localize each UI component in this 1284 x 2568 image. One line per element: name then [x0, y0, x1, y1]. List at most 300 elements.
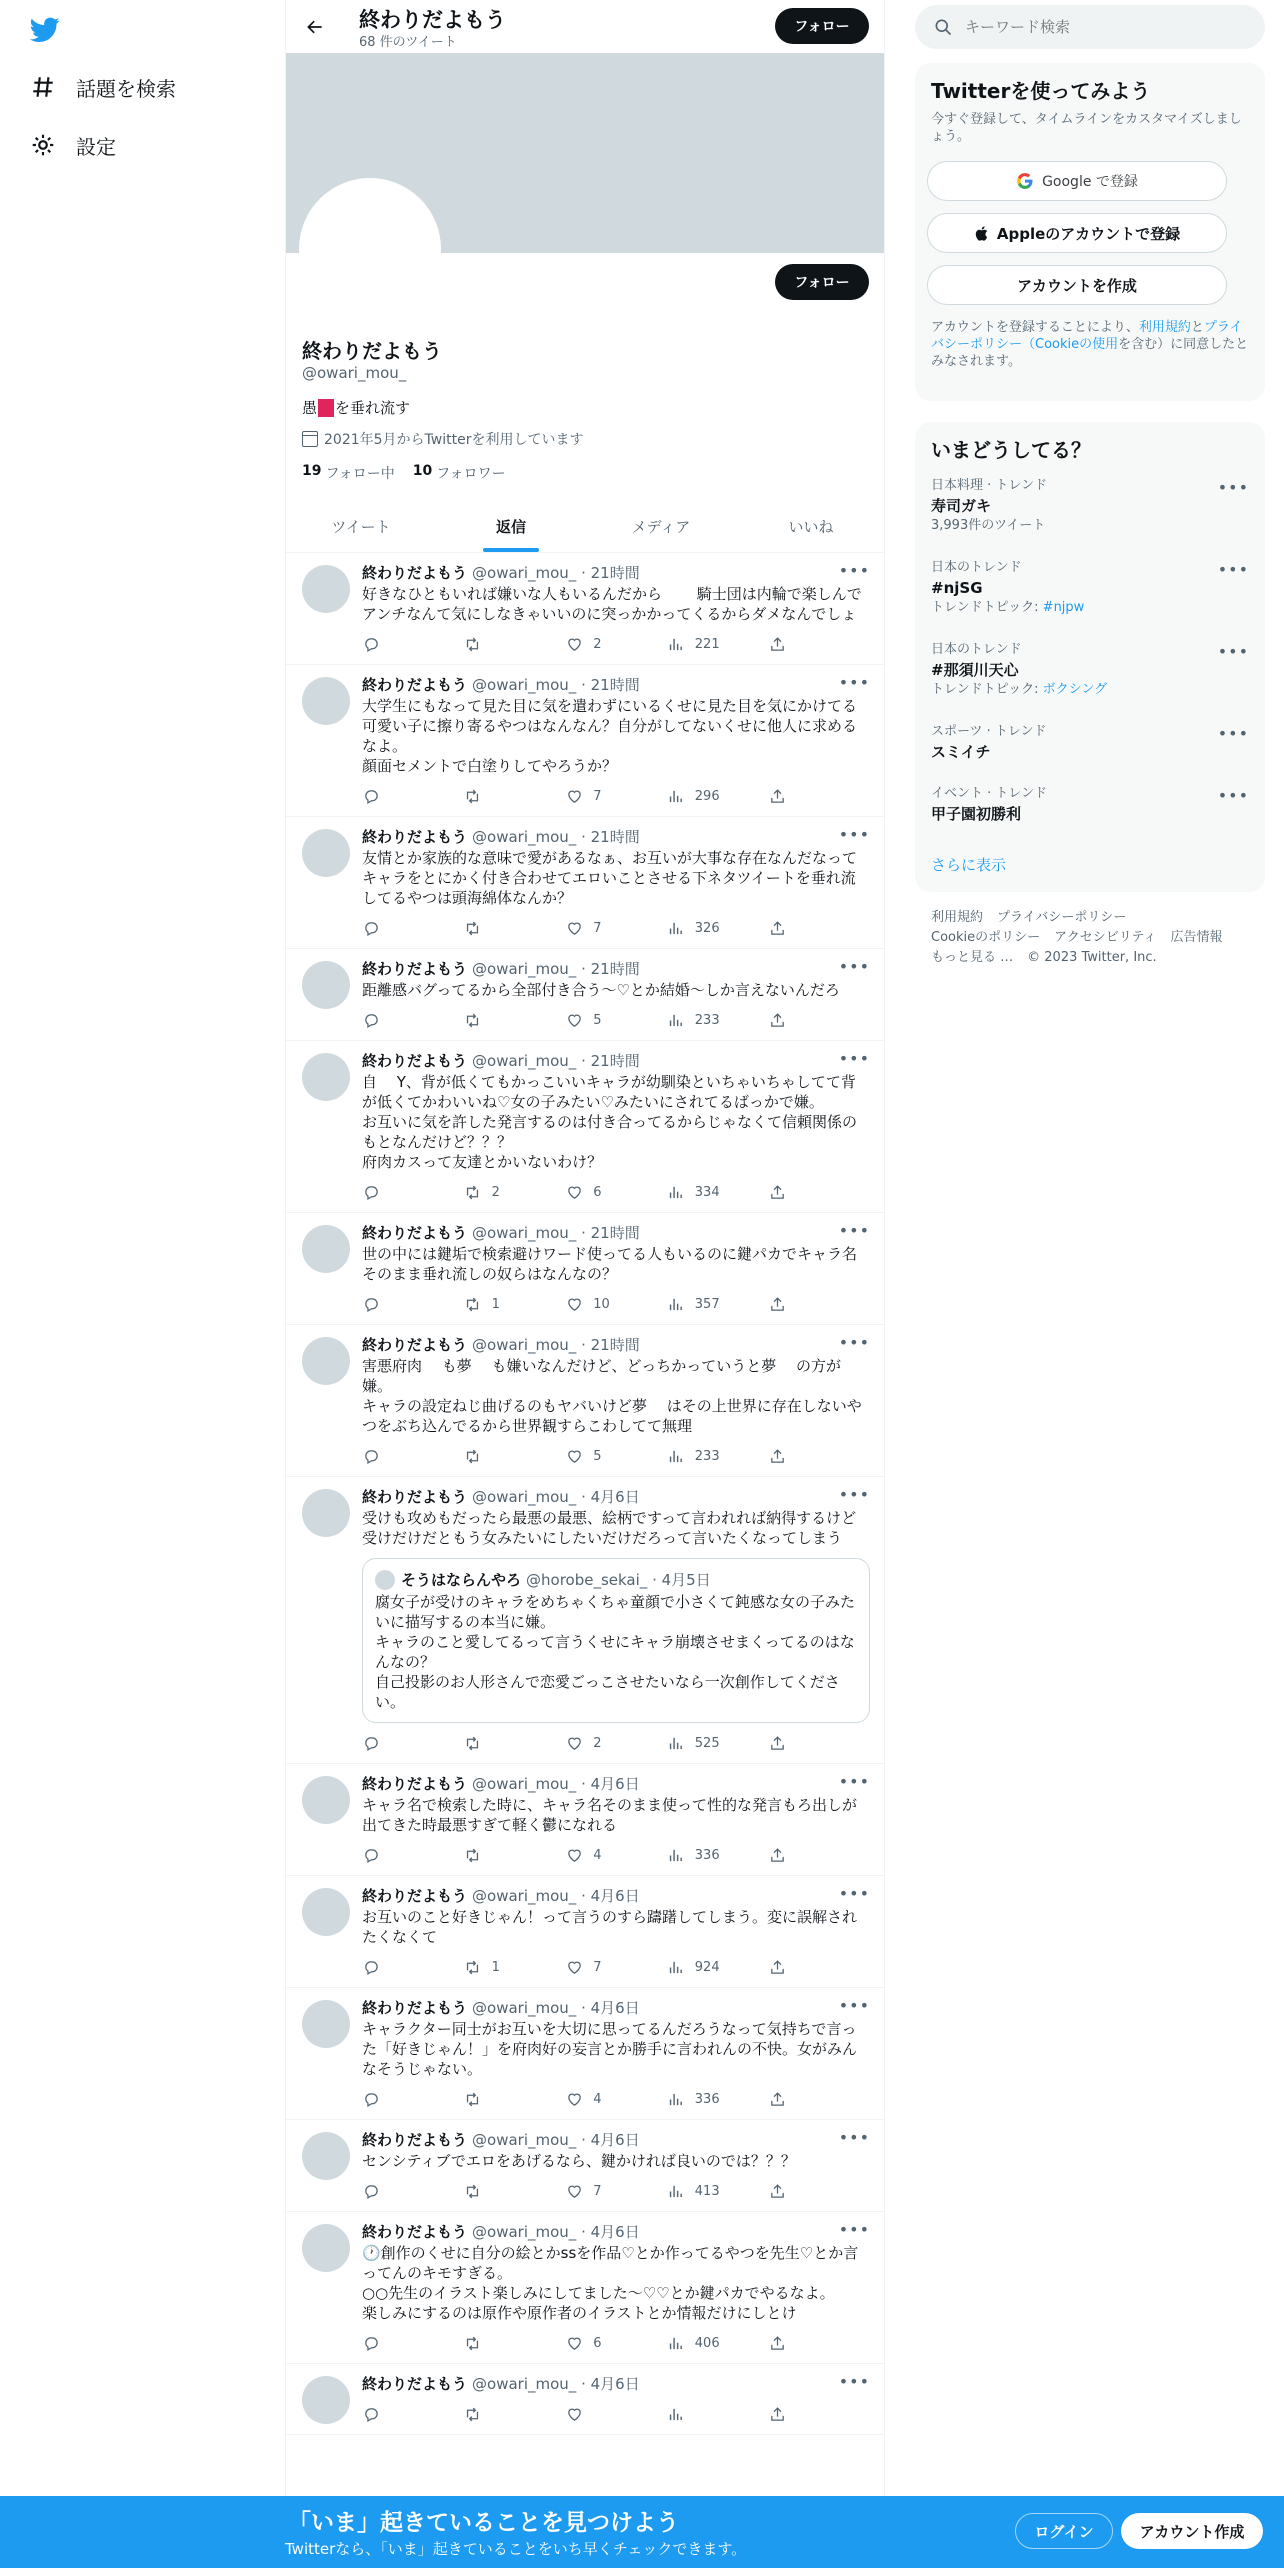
- tweet-author-name[interactable]: 終わりだよもう: [362, 960, 468, 978]
- retweet-button[interactable]: [464, 1845, 566, 1865]
- reply-button[interactable]: [362, 1182, 464, 1202]
- more-icon[interactable]: •••: [838, 2372, 870, 2391]
- tweet-text: 害悪府肉 も夢 も嫌いなんだけど、どっちかっていうと夢 の方が嫌。 キャラの設定ねじ曲げるのもヤバいけど夢 はその上世界に存在しないやつをぶち込んでるから世界観すらこわしてて無理: [362, 1357, 862, 1435]
- more-icon[interactable]: •••: [838, 957, 870, 976]
- like-button[interactable]: 7: [565, 1957, 667, 1977]
- retweet-button[interactable]: 1: [464, 1957, 566, 1977]
- heart-icon: [565, 1958, 583, 1976]
- tweet[interactable]: 終わりだよもう @owari_mou_ · 4月6日 •••: [286, 2364, 885, 2435]
- retweet-button[interactable]: [464, 1010, 566, 1030]
- tweet-author-name[interactable]: 終わりだよもう: [362, 676, 468, 694]
- trend-item[interactable]: 日本料理 · トレンド 寿司ガキ 3,993件のツイート •••: [931, 478, 1249, 533]
- views-button[interactable]: 924: [667, 1957, 769, 1977]
- avatar[interactable]: [302, 2132, 350, 2180]
- login-button[interactable]: ログイン: [1015, 2513, 1113, 2549]
- reply-button[interactable]: [362, 1845, 464, 1865]
- avatar[interactable]: [302, 1888, 350, 1936]
- tweet-author-handle: @owari_mou_: [472, 1224, 577, 1242]
- tweet-text: キャラクター同士がお互いを大切に思ってるんだろうなって気持ちで言った「好きじゃん！」を府肉好の妄言とか勝手に言われんの不快。女がみんなそうじゃない。: [362, 2020, 858, 2078]
- share-button[interactable]: [768, 2089, 870, 2109]
- tweet-timestamp[interactable]: 4月6日: [590, 2375, 640, 2393]
- share-icon: [768, 787, 786, 805]
- reply-icon: [362, 1958, 380, 1976]
- like-button[interactable]: 4: [565, 2089, 667, 2109]
- tweet[interactable]: 終わりだよもう @owari_mou_ · 4月6日 ••• 🕐創作のくせに自分の絵とかssを作品♡とか作ってるやつを先生♡とか言ってんのキモすぎる。 ○○先生のイラスト楽しみにしてました〜♡♡とか鍵パカでやるなよ。 楽しみにするのは原作や原作者のイラストとか情報だけにしとけ 6 406: [286, 2212, 885, 2364]
- tweet-author-handle: @owari_mou_: [472, 2375, 577, 2393]
- tweet-text: 🕐創作のくせに自分の絵とかssを作品♡とか作ってるやつを先生♡とか言ってんのキモすぎる。 ○○先生のイラスト楽しみにしてました〜♡♡とか鍵パカでやるなよ。 楽しみにするのは原作や原作者のイラストとか情報だけにしとけ: [362, 2244, 859, 2322]
- nav-settings-label: 設定: [76, 134, 116, 159]
- analytics-icon: [667, 2334, 685, 2352]
- share-button[interactable]: [768, 1446, 870, 1466]
- tweet[interactable]: 終わりだよもう @owari_mou_ · 21時間 ••• 好きなひともいれば嫌いな人もいるんだから 騎士団は内輪で楽しんでアンチなんて気にしなきゃいいのに突っかかってくるからダメなんでしょ 2 221: [286, 553, 885, 665]
- tweet-timestamp[interactable]: 21時間: [590, 960, 640, 978]
- retweet-icon: [464, 1447, 482, 1465]
- tweet-timestamp[interactable]: 4月6日: [590, 1999, 640, 2017]
- search-icon: [933, 17, 953, 37]
- retweet-icon: [464, 2090, 482, 2108]
- views-button[interactable]: 413: [667, 2181, 769, 2201]
- tweet-timestamp[interactable]: 21時間: [590, 828, 640, 846]
- retweet-icon: [464, 2334, 482, 2352]
- nav-explore[interactable]: [28, 67, 176, 107]
- avatar[interactable]: [302, 1337, 350, 1385]
- share-icon: [768, 1734, 786, 1752]
- tweet-author-handle: @owari_mou_: [472, 960, 577, 978]
- google-signup-button[interactable]: [927, 161, 1227, 201]
- avatar[interactable]: [302, 1053, 350, 1101]
- quoted-text: 腐女子が受けのキャラをめちゃくちゃ童顔で小さくて鈍感な女の子みたいに描写するの本当に嫌。 キャラのこと愛してるって言うくせにキャラ崩壊させまくってるのはなんなの？ 自己投影のお人形さんで恋愛ごっこさせたいなら一次創作してください。: [375, 1593, 856, 1711]
- profile-name: 終わりだよもう: [302, 339, 442, 363]
- apple-signup-label: Appleのアカウントで登録: [996, 224, 1181, 243]
- more-icon[interactable]: •••: [838, 673, 870, 692]
- more-icon[interactable]: •••: [838, 561, 870, 580]
- bottom-signup-bar: [0, 2496, 1284, 2568]
- tweet-author-name[interactable]: 終わりだよもう: [362, 1052, 468, 1070]
- quoted-tweet[interactable]: そうはならんやろ @horobe_sekai_ · 4月5日 腐女子が受けのキャラをめちゃくちゃ童顔で小さくて鈍感な女の子みたいに描写するの本当に嫌。 キャラのこと愛してるって言うくせにキャラ崩壊させまくってるのはなんなの？ 自己投影のお人形さんで恋愛ごっこさせたいなら一次創作してください。: [362, 1558, 870, 1723]
- footer-link[interactable]: 利用規約: [931, 910, 984, 925]
- avatar[interactable]: [302, 961, 350, 1009]
- reply-icon: [362, 2090, 380, 2108]
- like-button[interactable]: 10: [565, 1294, 667, 1314]
- tweet-author-name[interactable]: 終わりだよもう: [362, 1775, 468, 1793]
- views-button[interactable]: 334: [667, 1182, 769, 1202]
- like-button[interactable]: 6: [565, 1182, 667, 1202]
- tweet[interactable]: 終わりだよもう @owari_mou_ · 4月6日 ••• お互いのこと好きじゃん！って言うのすら躊躇してしまう。変に誤解されたくなくて 1 7 924: [286, 1876, 885, 1988]
- views-button[interactable]: 233: [667, 1446, 769, 1466]
- analytics-icon: [667, 1734, 685, 1752]
- share-button[interactable]: [768, 2181, 870, 2201]
- tweet-text: 好きなひともいれば嫌いな人もいるんだから 騎士団は内輪で楽しんでアンチなんて気にしなきゃいいのに突っかかってくるからダメなんでしょ: [362, 585, 862, 623]
- tweet[interactable]: 終わりだよもう @owari_mou_ · 21時間 ••• 世の中には鍵垢で検索避けワード使ってる人もいるのに鍵パカでキャラ名そのまま垂れ流しの奴らはなんなの？ 1 10 357: [286, 1213, 885, 1325]
- tweet-text: 世の中には鍵垢で検索避けワード使ってる人もいるのに鍵パカでキャラ名そのまま垂れ流しの奴らはなんなの？: [362, 1245, 858, 1283]
- more-icon[interactable]: •••: [1217, 724, 1249, 743]
- retweet-button[interactable]: [464, 918, 566, 938]
- share-button[interactable]: [768, 2333, 870, 2353]
- signup-title: Twitterを使ってみよう: [931, 79, 1151, 103]
- reply-button[interactable]: [362, 1010, 464, 1030]
- copyright: © 2023 Twitter, Inc.: [1027, 950, 1157, 965]
- analytics-icon: [667, 1958, 685, 1976]
- share-button[interactable]: [768, 786, 870, 806]
- tweet-actions: [362, 2089, 870, 2109]
- like-button[interactable]: 7: [565, 786, 667, 806]
- more-icon[interactable]: •••: [838, 1996, 870, 2015]
- heart-icon: [565, 2182, 583, 2200]
- share-icon: [768, 2405, 786, 2423]
- profile-tabs: [286, 500, 885, 553]
- share-button[interactable]: [768, 1845, 870, 1865]
- tab-media[interactable]: メディア: [631, 517, 691, 536]
- tweet-actions: [362, 1294, 870, 1314]
- analytics-icon: [667, 787, 685, 805]
- like-button[interactable]: 7: [565, 918, 667, 938]
- heart-icon: [565, 1183, 583, 1201]
- right-sidebar: [915, 0, 1265, 2568]
- tweet-author-name[interactable]: 終わりだよもう: [362, 1999, 468, 2017]
- analytics-icon: [667, 1447, 685, 1465]
- reply-button[interactable]: [362, 2404, 464, 2424]
- profile-follow-stats: [302, 463, 524, 483]
- reply-button[interactable]: [362, 2181, 464, 2201]
- tab-replies[interactable]: 返信: [436, 500, 586, 552]
- tweet-author-name[interactable]: 終わりだよもう: [362, 2223, 468, 2241]
- avatar[interactable]: [302, 565, 350, 613]
- profile-avatar[interactable]: [299, 178, 441, 320]
- quoted-avatar: [375, 1570, 395, 1590]
- like-button[interactable]: [565, 2404, 667, 2424]
- reply-button[interactable]: [362, 1294, 464, 1314]
- reply-icon: [362, 1011, 380, 1029]
- retweet-icon: [464, 1846, 482, 1864]
- avatar[interactable]: [302, 1776, 350, 1824]
- reply-icon: [362, 1846, 380, 1864]
- apple-signup-button[interactable]: [927, 213, 1227, 253]
- header-follow-button[interactable]: フォロー: [775, 8, 869, 44]
- create-account-button[interactable]: アカウントを作成: [927, 265, 1227, 305]
- views-button[interactable]: 221: [667, 634, 769, 654]
- avatar[interactable]: [302, 677, 350, 725]
- quoted-author-name: そうはならんやろ: [401, 1571, 522, 1589]
- tweet-author-name[interactable]: 終わりだよもう: [362, 1488, 468, 1506]
- tweet-actions: [362, 1845, 870, 1865]
- more-icon[interactable]: •••: [838, 1049, 870, 1068]
- signup-legal-text: アカウントを登録することにより、利用規約とプライバシーポリシー（Cookieの使用を含む）に同意したとみなされます。: [931, 320, 1249, 369]
- views-button[interactable]: 357: [667, 1294, 769, 1314]
- tweet[interactable]: 終わりだよもう @owari_mou_ · 21時間 ••• 自 Y、背が低くてもかっこいいキャラが幼馴染といちゃいちゃしてて背が低くてかわいいね♡女の子みたい♡みたいにされてるばっかで嫌。 お互いに気を許した発言するのは付き合ってるからじゃなくて信頼関係のもとなんだけど？？？ 府肉カスって友達とかいないわけ？ 2 6 334: [286, 1041, 885, 1213]
- more-icon[interactable]: •••: [838, 825, 870, 844]
- retweet-button[interactable]: [464, 634, 566, 654]
- header-tweet-count: 68 件のツイート: [359, 35, 457, 50]
- more-icon[interactable]: •••: [838, 2128, 870, 2147]
- share-button[interactable]: [768, 2404, 870, 2424]
- tweet-timestamp[interactable]: 4月6日: [590, 1887, 640, 1905]
- views-button[interactable]: 525: [667, 1733, 769, 1753]
- share-icon: [768, 2334, 786, 2352]
- footer-link[interactable]: もっと見る …: [931, 950, 1014, 965]
- tweet-timestamp[interactable]: 21時間: [590, 1224, 640, 1242]
- reply-button[interactable]: [362, 1733, 464, 1753]
- views-button[interactable]: [667, 2404, 769, 2424]
- quoted-timestamp: 4月5日: [661, 1571, 711, 1589]
- avatar[interactable]: [302, 2224, 350, 2272]
- views-button[interactable]: 296: [667, 786, 769, 806]
- reply-icon: [362, 635, 380, 653]
- following-link[interactable]: 19 フォロー中: [302, 463, 395, 482]
- tweet-text: センシティブでエロをあげるなら、鍵かければ良いのでは？？？: [362, 2152, 796, 2170]
- retweet-button[interactable]: [464, 786, 566, 806]
- tweet-author-name[interactable]: 終わりだよもう: [362, 564, 468, 582]
- signup-subtitle: 今すぐ登録して、タイムラインをカスタマイズしましょう。: [931, 112, 1242, 144]
- share-icon: [768, 2090, 786, 2108]
- main-column: [285, 0, 885, 2568]
- tweet-actions: [362, 786, 870, 806]
- joined-text: 2021年5月からTwitterを利用しています: [324, 432, 584, 448]
- tweet-actions: [362, 2333, 870, 2353]
- followers-link[interactable]: 10 フォロワー: [412, 463, 506, 482]
- tab-likes[interactable]: いいね: [788, 517, 834, 536]
- reply-button[interactable]: [362, 634, 464, 654]
- tweet-actions: [362, 1182, 870, 1202]
- tweet-text: 受けも攻めもだったら最悪の最悪、絵柄ですって言われれば納得するけど受けだけだともう女みたいにしたいだけだろって言いたくなってしまう: [362, 1509, 857, 1547]
- heart-icon: [565, 1734, 583, 1752]
- reply-icon: [362, 1734, 380, 1752]
- more-icon[interactable]: •••: [1217, 560, 1249, 579]
- quoted-author-handle: @horobe_sekai_: [526, 1570, 648, 1589]
- twitter-bird-icon[interactable]: [28, 14, 62, 44]
- tweet-author-handle: @owari_mou_: [472, 1999, 577, 2017]
- show-more-trends-link[interactable]: さらに表示: [931, 856, 1007, 874]
- tweet-timestamp[interactable]: 4月6日: [590, 1775, 640, 1793]
- footer-link[interactable]: Cookieのポリシー: [931, 930, 1041, 945]
- bio-prefix: 愚: [302, 399, 318, 417]
- tweet-author-name[interactable]: 終わりだよもう: [362, 1336, 468, 1354]
- profile-follow-button[interactable]: フォロー: [775, 264, 869, 300]
- tweet-author-name[interactable]: 終わりだよもう: [362, 2375, 468, 2393]
- like-button[interactable]: 6: [565, 2333, 667, 2353]
- share-icon: [768, 1958, 786, 1976]
- hashtag-icon: [28, 72, 58, 102]
- apple-icon: [974, 225, 991, 242]
- retweet-icon: [464, 1011, 482, 1029]
- back-arrow-icon[interactable]: [300, 12, 330, 42]
- search-input[interactable]: [965, 18, 1245, 36]
- tweet[interactable]: 終わりだよもう @owari_mou_ · 4月6日 ••• キャラクター同士がお互いを大切に思ってるんだろうなって気持ちで言った「好きじゃん！」を府肉好の妄言とか勝手に言われんの不快。女がみんなそうじゃない。 4 336: [286, 1988, 885, 2120]
- like-button[interactable]: 4: [565, 1845, 667, 1865]
- tweet-author-name[interactable]: 終わりだよもう: [362, 828, 468, 846]
- views-button[interactable]: 233: [667, 1010, 769, 1030]
- heart-icon: [565, 787, 583, 805]
- tweet-timestamp[interactable]: 21時間: [590, 1052, 640, 1070]
- tweet-timestamp[interactable]: 21時間: [590, 564, 640, 582]
- trend-item[interactable]: スポーツ · トレンド スミイチ •••: [931, 724, 1249, 761]
- heart-icon: [565, 1295, 583, 1313]
- footer-link[interactable]: プライバシーポリシー: [997, 910, 1127, 925]
- share-icon: [768, 2182, 786, 2200]
- reply-button[interactable]: [362, 2333, 464, 2353]
- more-icon[interactable]: •••: [838, 1772, 870, 1791]
- share-button[interactable]: [768, 918, 870, 938]
- share-button[interactable]: [768, 634, 870, 654]
- footer-links: [931, 908, 1249, 968]
- analytics-icon: [667, 1183, 685, 1201]
- analytics-icon: [667, 635, 685, 653]
- share-button[interactable]: [768, 1294, 870, 1314]
- share-button[interactable]: [768, 1010, 870, 1030]
- retweet-button[interactable]: [464, 2181, 566, 2201]
- tab-tweets[interactable]: ツイート: [331, 517, 391, 536]
- privacy-link[interactable]: プライバシーポリシー（Cookieの使用: [931, 320, 1243, 352]
- reply-icon: [362, 1295, 380, 1313]
- tweet-actions: [362, 2181, 870, 2201]
- nav-settings[interactable]: [28, 125, 116, 165]
- tweet-author-name[interactable]: 終わりだよもう: [362, 1887, 468, 1905]
- like-button[interactable]: 2: [565, 1733, 667, 1753]
- tweet[interactable]: 終わりだよもう @owari_mou_ · 4月6日 ••• キャラ名で検索した時に、キャラ名そのまま使って性的な発言もろ出しが出てきた時最悪すぎて軽く鬱になれる 4 336: [286, 1764, 885, 1876]
- tweet-text: キャラ名で検索した時に、キャラ名そのまま使って性的な発言もろ出しが出てきた時最悪すぎて軽く鬱になれる: [362, 1796, 858, 1834]
- signup-button[interactable]: アカウント作成: [1121, 2513, 1263, 2549]
- tweet-author-name[interactable]: 終わりだよもう: [362, 2131, 468, 2149]
- views-button[interactable]: 336: [667, 2089, 769, 2109]
- views-button[interactable]: 326: [667, 918, 769, 938]
- avatar[interactable]: [302, 2000, 350, 2048]
- analytics-icon: [667, 1295, 685, 1313]
- retweet-icon: [464, 2405, 482, 2423]
- trend-item[interactable]: 日本のトレンド #那須川天心 トレンドトピック: ボクシング •••: [931, 642, 1249, 697]
- tweet-timestamp[interactable]: 4月6日: [590, 2223, 640, 2241]
- reply-button[interactable]: [362, 1957, 464, 1977]
- retweet-button[interactable]: [464, 2333, 566, 2353]
- heart-icon: [565, 919, 583, 937]
- reply-icon: [362, 1447, 380, 1465]
- reply-icon: [362, 919, 380, 937]
- retweet-button[interactable]: 2: [464, 1182, 566, 1202]
- tweet-text: 大学生にもなって見た目に気を遣わずにいるくせに見た目を気にかけてる可愛い子に擦り寄るやつはなんなん？自分がしてないくせに他人に求めるなよ。 顔面セメントで白塗りしてやろうか？: [362, 697, 858, 775]
- trend-item[interactable]: 日本のトレンド #njSG トレンドトピック: #njpw •••: [931, 560, 1249, 615]
- tweet-actions: [362, 1446, 870, 1466]
- retweet-button[interactable]: [464, 1733, 566, 1753]
- avatar[interactable]: [302, 1489, 350, 1537]
- reply-button[interactable]: [362, 918, 464, 938]
- more-icon[interactable]: •••: [1217, 642, 1249, 661]
- more-icon[interactable]: •••: [838, 1221, 870, 1240]
- share-button[interactable]: [768, 1957, 870, 1977]
- analytics-icon: [667, 2405, 685, 2423]
- profile-handle: @owari_mou_: [302, 364, 407, 382]
- avatar[interactable]: [302, 1225, 350, 1273]
- reply-button[interactable]: [362, 2089, 464, 2109]
- retweet-button[interactable]: [464, 2089, 566, 2109]
- tweet-timestamp[interactable]: 4月6日: [590, 1488, 640, 1506]
- share-button[interactable]: [768, 1733, 870, 1753]
- footer-link[interactable]: アクセシビリティ: [1054, 930, 1157, 945]
- heart-icon: [565, 2334, 583, 2352]
- retweet-button[interactable]: [464, 2404, 566, 2424]
- views-button[interactable]: 336: [667, 1845, 769, 1865]
- avatar[interactable]: [302, 2376, 350, 2424]
- tweet[interactable]: 終わりだよもう @owari_mou_ · 21時間 ••• 距離感バグってるから全部付き合う〜♡とか結婚〜しか言えないんだろ 5 233: [286, 949, 885, 1041]
- more-icon[interactable]: •••: [838, 2220, 870, 2239]
- like-button[interactable]: 2: [565, 634, 667, 654]
- tweet-actions: [362, 1733, 870, 1753]
- more-icon[interactable]: •••: [838, 1485, 870, 1504]
- analytics-icon: [667, 1846, 685, 1864]
- bio-suffix: を垂れ流す: [335, 399, 411, 417]
- more-icon[interactable]: •••: [1217, 478, 1249, 497]
- tweet-feed: [286, 553, 885, 2435]
- tweet-author-handle: @owari_mou_: [472, 1336, 577, 1354]
- share-icon: [768, 1183, 786, 1201]
- signup-card: [915, 63, 1265, 401]
- share-icon: [768, 635, 786, 653]
- trends-title: いまどうしてる？: [931, 438, 1091, 462]
- tweet-author-name[interactable]: 終わりだよもう: [362, 1224, 468, 1242]
- tweet[interactable]: 終わりだよもう @owari_mou_ · 21時間 ••• 害悪府肉 も夢 も嫌いなんだけど、どっちかっていうと夢 の方が嫌。 キャラの設定ねじ曲げるのもヤバいけど夢 はその上世界に存在しないやつをぶち込んでるから世界観すらこわしてて無理 5 233: [286, 1325, 885, 1477]
- share-icon: [768, 919, 786, 937]
- share-button[interactable]: [768, 1182, 870, 1202]
- heart-icon: [565, 1011, 583, 1029]
- like-button[interactable]: 5: [565, 1446, 667, 1466]
- google-icon: [1016, 172, 1034, 190]
- like-button[interactable]: 7: [565, 2181, 667, 2201]
- terms-link[interactable]: 利用規約: [1138, 320, 1191, 335]
- profile-bio: [302, 397, 410, 418]
- tweet[interactable]: 終わりだよもう @owari_mou_ · 4月6日 ••• センシティブでエロをあげるなら、鍵かければ良いのでは？？？ 7 413: [286, 2120, 885, 2212]
- like-button[interactable]: 5: [565, 1010, 667, 1030]
- tweet-author-handle: @owari_mou_: [472, 1887, 577, 1905]
- tweet-author-handle: @owari_mou_: [472, 1488, 577, 1506]
- profile-header-bar: [286, 0, 885, 53]
- tweet-author-handle: @owari_mou_: [472, 1775, 577, 1793]
- retweet-icon: [464, 787, 482, 805]
- tweet[interactable]: 終わりだよもう @owari_mou_ · 21時間 ••• 友情とか家族的な意味で愛があるなぁ、お互いが大事な存在なんだなってキャラをとにかく付き合わせてエロいことさせる下ネタツイートを垂れ流してるやつは頭海綿体なんか？ 7 326: [286, 817, 885, 949]
- tweet-actions: [362, 1957, 870, 1977]
- views-button[interactable]: 406: [667, 2333, 769, 2353]
- red-block-emoji: [318, 399, 334, 417]
- retweet-icon: [464, 1295, 482, 1313]
- search-box[interactable]: [915, 5, 1265, 49]
- analytics-icon: [667, 919, 685, 937]
- tweet-timestamp[interactable]: 21時間: [590, 1336, 640, 1354]
- reply-button[interactable]: [362, 1446, 464, 1466]
- tweet-timestamp[interactable]: 4月6日: [590, 2131, 640, 2149]
- tweet[interactable]: 終わりだよもう @owari_mou_ · 21時間 ••• 大学生にもなって見た目に気を遣わずにいるくせに見た目を気にかけてる可愛い子に擦り寄るやつはなんなん？自分がしてないくせに他人に求めるなよ。 顔面セメントで白塗りしてやろうか？ 7 296: [286, 665, 885, 817]
- analytics-icon: [667, 1011, 685, 1029]
- reply-button[interactable]: [362, 786, 464, 806]
- retweet-icon: [464, 919, 482, 937]
- tweet-author-handle: @owari_mou_: [472, 676, 577, 694]
- trend-item[interactable]: イベント · トレンド 甲子園初勝利 •••: [931, 786, 1249, 823]
- more-icon[interactable]: •••: [1217, 786, 1249, 805]
- retweet-button[interactable]: [464, 1446, 566, 1466]
- reply-icon: [362, 1183, 380, 1201]
- more-icon[interactable]: •••: [838, 1884, 870, 1903]
- retweet-icon: [464, 1958, 482, 1976]
- footer-link[interactable]: 広告情報: [1170, 930, 1223, 945]
- retweet-icon: [464, 2182, 482, 2200]
- tweet[interactable]: 終わりだよもう @owari_mou_ · 4月6日 ••• 受けも攻めもだったら最悪の最悪、絵柄ですって言われれば納得するけど受けだけだともう女みたいにしたいだけだろって言いたくなってしまう そうはならんやろ @horobe_sekai_ · 4月5日 腐女子が受けのキャラをめちゃくちゃ童顔で小さくて鈍感な女の子みたいに描写するの本当に嫌。 キャラのこと愛してるって言うくせにキャラ崩壊させまくってるのはなんなの？ 自己投影のお人形さんで恋愛ごっこさせたいなら一次創作してください。 2 525: [286, 1477, 885, 1764]
- tweet-timestamp[interactable]: 21時間: [590, 676, 640, 694]
- retweet-icon: [464, 635, 482, 653]
- avatar[interactable]: [302, 829, 350, 877]
- more-icon[interactable]: •••: [838, 1333, 870, 1352]
- tweet-text: 距離感バグってるから全部付き合う〜♡とか結婚〜しか言えないんだろ: [362, 981, 840, 999]
- retweet-icon: [464, 1183, 482, 1201]
- bottom-bar-subtitle: Twitterなら、「いま」起きていることをいち早くチェックできます。: [285, 2540, 747, 2558]
- tweet-author-handle: @owari_mou_: [472, 828, 577, 846]
- retweet-button[interactable]: 1: [464, 1294, 566, 1314]
- profile-joined: [302, 429, 583, 449]
- header-profile-name: 終わりだよもう: [359, 8, 506, 32]
